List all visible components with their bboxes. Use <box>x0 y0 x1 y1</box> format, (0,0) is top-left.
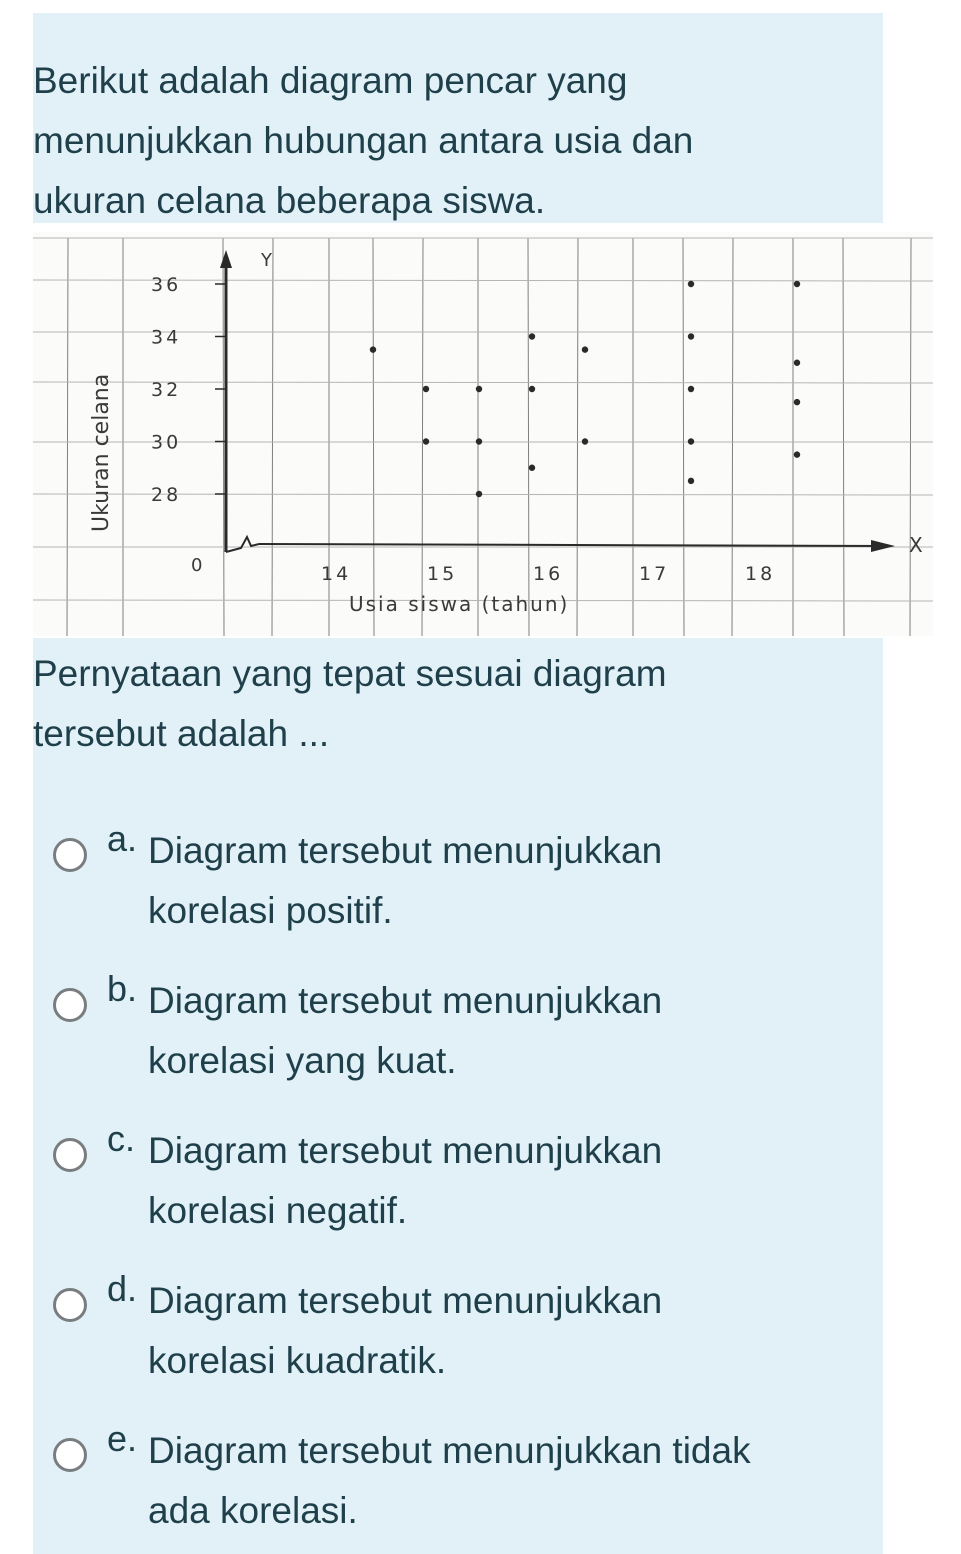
origin-label: 0 <box>191 555 203 576</box>
grid-line-v <box>223 238 224 636</box>
data-point <box>688 438 694 444</box>
option-letter: c. <box>107 1118 136 1159</box>
question-options-card <box>33 638 883 1554</box>
option-letter: e. <box>107 1418 138 1459</box>
option-e[interactable] <box>33 1418 883 1544</box>
x-tick-label: 16 <box>533 563 564 585</box>
data-point <box>476 491 482 497</box>
option-letter: b. <box>107 968 138 1009</box>
data-point <box>582 346 588 352</box>
x-tick-label: 18 <box>745 563 776 585</box>
x-axis-label: Usia siswa (tahun) <box>349 592 570 616</box>
question-intro-text: Berikut adalah diagram pencar yang menunjukkan hubungan antara usia dan ukuran celana beberapa siswa. <box>33 60 694 221</box>
chart-ticks <box>151 274 775 585</box>
y-tick-label: 28 <box>151 484 182 506</box>
option-text: Diagram tersebut menunjukkan korelasi kuadratik. <box>148 1280 663 1381</box>
option-text: Diagram tersebut menunjukkan korelasi yang kuat. <box>148 980 663 1081</box>
data-point <box>423 438 429 444</box>
grid-line-v <box>373 238 374 636</box>
chart-axes <box>220 250 895 552</box>
radio-icon[interactable] <box>53 1138 87 1172</box>
option-c[interactable] <box>33 1118 883 1244</box>
y-tick-label: 36 <box>151 274 182 296</box>
option-text: Diagram tersebut menunjukkan korelasi positif. <box>148 830 663 931</box>
y-tick-label: 34 <box>151 326 182 349</box>
data-point <box>476 386 482 392</box>
option-letter: a. <box>107 818 138 859</box>
grid-line-v <box>732 238 733 636</box>
question-intro-card <box>33 13 883 223</box>
data-point <box>794 399 800 405</box>
x-tick-label: 17 <box>639 563 670 585</box>
option-d[interactable] <box>33 1268 883 1394</box>
y-tick-label: 32 <box>151 379 182 401</box>
data-point <box>794 451 800 457</box>
grid-line-v <box>67 238 68 636</box>
chart-points <box>370 281 800 497</box>
data-point <box>794 360 800 366</box>
x-tick-label: 14 <box>321 563 352 585</box>
x-tick-label: 15 <box>427 563 458 585</box>
question-prompt-text: Pernyataan yang tepat sesuai diagram tersebut adalah ... <box>33 653 667 754</box>
data-point <box>423 386 429 392</box>
data-point <box>529 465 535 471</box>
data-point <box>688 333 694 339</box>
axis-break-icon <box>226 537 259 552</box>
radio-icon[interactable] <box>53 988 87 1022</box>
option-b[interactable] <box>33 968 883 1094</box>
data-point <box>529 386 535 392</box>
grid-line-v <box>422 238 423 636</box>
grid-line-v <box>272 238 273 636</box>
radio-icon[interactable] <box>53 1288 87 1322</box>
radio-icon[interactable] <box>53 838 87 872</box>
scatter-chart-svg <box>33 232 933 636</box>
y-axis-arrow-icon <box>220 250 232 268</box>
grid-line-v <box>843 238 844 636</box>
grid-line-v <box>528 238 529 636</box>
grid-line-v <box>910 238 911 636</box>
scatter-chart <box>33 232 933 636</box>
x-axis-letter: X <box>909 533 923 557</box>
radio-icon[interactable] <box>53 1438 87 1472</box>
y-axis-label: Ukuran celana <box>89 373 114 532</box>
data-point <box>529 333 535 339</box>
grid-line-v <box>683 238 684 636</box>
data-point <box>688 281 694 287</box>
data-point <box>476 438 482 444</box>
data-point <box>794 281 800 287</box>
y-tick-label: 30 <box>151 431 182 454</box>
data-point <box>370 346 376 352</box>
grid-line-v <box>577 238 578 636</box>
option-text: Diagram tersebut menunjukkan korelasi negatif. <box>148 1130 663 1231</box>
data-point <box>688 478 694 484</box>
x-axis-line <box>259 544 888 546</box>
data-point <box>688 386 694 392</box>
option-text: Diagram tersebut menunjukkan tidak ada korelasi. <box>148 1430 751 1531</box>
data-point <box>582 438 588 444</box>
y-axis-letter: Y <box>261 250 272 271</box>
x-axis-arrow-icon <box>871 540 895 552</box>
option-a[interactable] <box>33 818 883 944</box>
option-letter: d. <box>107 1268 138 1309</box>
